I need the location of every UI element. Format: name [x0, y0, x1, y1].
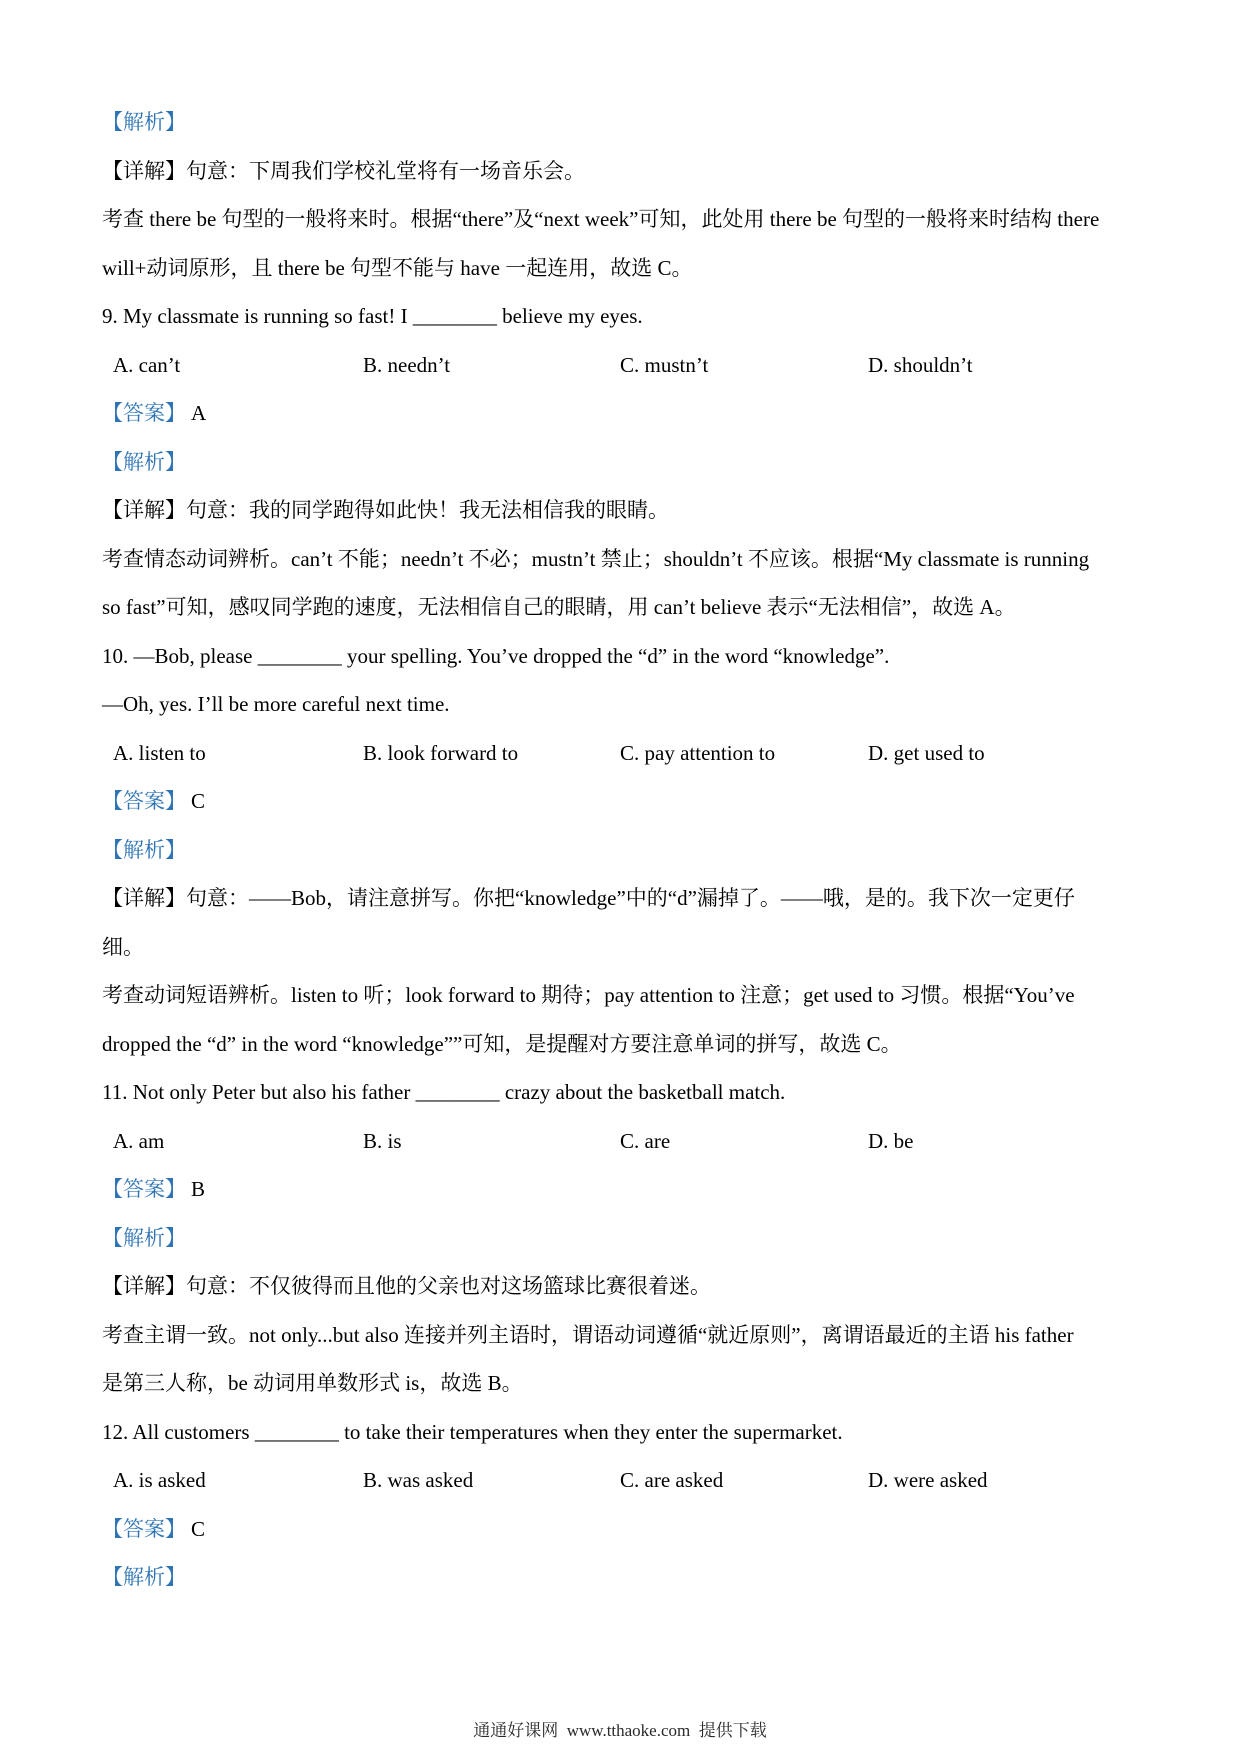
question-9-options-row — [102, 341, 1148, 390]
option-a: A. can’t — [113, 352, 181, 377]
explanation-line: 考查情态动词辨析。can’t 不能；needn’t 不必；mustn’t 禁止；shouldn’t 不应该。根据“My classmate is running — [102, 546, 1090, 571]
explanation-line: 细。 — [102, 934, 144, 959]
option-b: B. needn’t — [363, 352, 451, 377]
question-10-stem-reply: —Oh, yes. I’ll be more careful next time. — [102, 692, 450, 716]
answer-letter: C — [191, 789, 206, 813]
answer-letter: B — [191, 1177, 206, 1201]
question-12-stem: 12. All customers ________ to take their temperatures when they enter the supermarket. — [102, 1419, 843, 1444]
analysis-label: 【解析】 — [102, 1565, 186, 1589]
question-9-answer-row — [102, 389, 1148, 438]
question-10-options-row — [102, 729, 1148, 778]
answer-label: 【答案】 — [102, 1516, 186, 1541]
answer-letter: A — [191, 401, 207, 425]
analysis-label: 【解析】 — [102, 110, 186, 134]
answer-label: 【答案】 — [102, 401, 186, 425]
answer-letter: C — [191, 1516, 206, 1541]
document-content — [102, 98, 1148, 1602]
explanation-line: will+动词原形，且 there be 句型不能与 have 一起连用，故选 C。 — [102, 255, 693, 280]
explanation-line: so fast”可知，感叹同学跑的速度，无法相信自己的眼睛，用 can’t believe 表示“无法相信”，故选 A。 — [102, 595, 1016, 619]
option-b: B. was asked — [363, 1468, 474, 1492]
option-a: A. am — [113, 1128, 165, 1153]
option-c: C. are asked — [620, 1468, 724, 1492]
option-d: D. shouldn’t — [868, 352, 973, 377]
option-d: D. be — [868, 1128, 914, 1153]
explanation-line: 考查主谓一致。not only...but also 连接并列主语时，谓语动词遵循“就近原则”，离谓语最近的主语 his father — [102, 1322, 1074, 1347]
question-12-options-row — [102, 1456, 1148, 1505]
explanation-line: 考查动词短语辨析。listen to 听；look forward to 期待；pay attention to 注意；get used to 习惯。根据“You’ve — [102, 983, 1075, 1007]
option-c: C. are — [620, 1128, 671, 1153]
option-a: A. is asked — [113, 1468, 206, 1492]
option-b: B. is — [363, 1128, 402, 1153]
option-a: A. listen to — [113, 740, 206, 765]
detail-line: 【详解】句意：我的同学跑得如此快！我无法相信我的眼睛。 — [102, 498, 669, 522]
question-10-answer-row — [102, 777, 1148, 826]
option-c: C. pay attention to — [620, 740, 776, 765]
question-11-options-row — [102, 1117, 1148, 1166]
option-d: D. get used to — [868, 740, 985, 765]
option-d: D. were asked — [868, 1468, 988, 1492]
option-b: B. look forward to — [363, 740, 519, 765]
explanation-line: 是第三人称，be 动词用单数形式 is，故选 B。 — [102, 1371, 523, 1395]
question-12-answer-row — [102, 1505, 1148, 1554]
answer-label: 【答案】 — [102, 1177, 186, 1201]
question-11-stem: 11. Not only Peter but also his father ________ crazy about the basketball match. — [102, 1080, 786, 1104]
explanation-line: dropped the “d” in the word “knowledge””可知，是提醒对方要注意单词的拼写，故选 C。 — [102, 1031, 902, 1056]
detail-line: 【详解】句意：不仅彼得而且他的父亲也对这场篮球比赛很着迷。 — [102, 1274, 711, 1298]
question-10-stem: 10. —Bob, please ________ your spelling. You’ve dropped the “d” in the word “knowledge”. — [102, 643, 890, 668]
explanation-line: 考查 there be 句型的一般将来时。根据“there”及“next week”可知，此处用 there be 句型的一般将来时结构 there — [102, 207, 1100, 231]
analysis-label: 【解析】 — [102, 837, 186, 862]
detail-line: 【详解】句意：下周我们学校礼堂将有一场音乐会。 — [102, 158, 585, 183]
option-c: C. mustn’t — [620, 352, 709, 377]
page-footer-watermark: 通通好课网 www.tthaoke.com 提供下载 — [473, 1721, 767, 1740]
analysis-label: 【解析】 — [102, 1225, 186, 1250]
analysis-label: 【解析】 — [102, 449, 186, 474]
detail-line: 【详解】句意：——Bob，请注意拼写。你把“knowledge”中的“d”漏掉了。——哦，是的。我下次一定更仔 — [102, 886, 1075, 910]
answer-label: 【答案】 — [102, 789, 186, 813]
question-11-answer-row — [102, 1165, 1148, 1214]
question-9-stem: 9. My classmate is running so fast! I ________ believe my eyes. — [102, 304, 643, 328]
